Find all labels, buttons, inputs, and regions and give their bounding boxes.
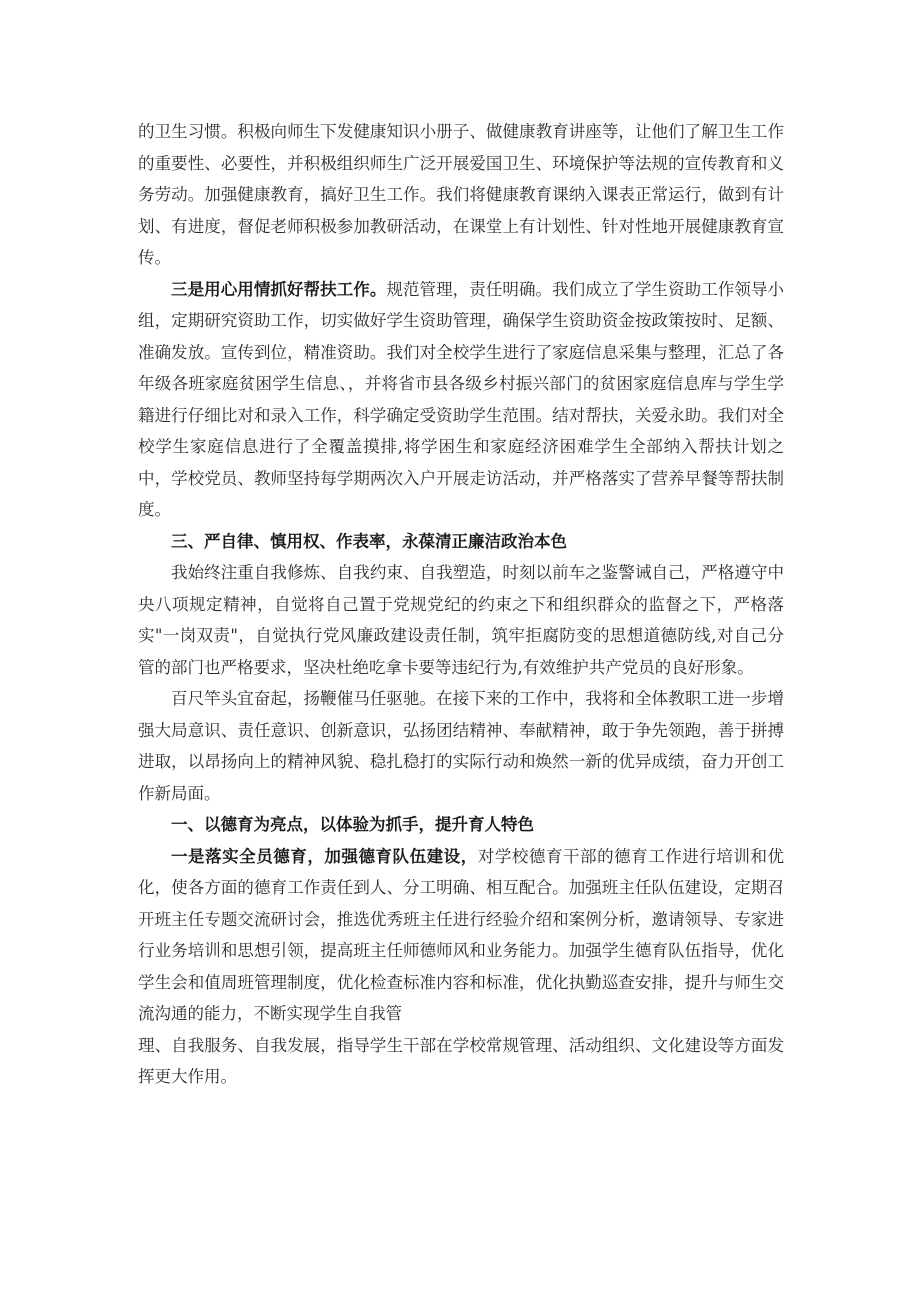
- paragraph-hygiene: 的卫生习惯。积极向师生下发健康知识小册子、做健康教育讲座等，让他们了解卫生工作的重要性、必要性，并积极组织师生广泛开展爱国卫生、环境保护等法规的宣传教育和义务劳动。加强健康教育，搞好卫生工作。我们将健康教育课纳入课表正常运行，做到有计划、有进度，督促老师积极参加教研活动，在课堂上有计划性、针对性地开展健康教育宣传。: [138, 122, 784, 267]
- paragraph-self-discipline: 我始终注重自我修炼、自我约束、自我塑造，时刻以前车之鉴警诫自己，严格遵守中央八项规定精神，自觉将自己置于党规党纪的约束之下和组织群众的监督之下，严格落实"一岗双责"，自觉执行党风廉政建设责任制，筑牢拒腐防变的思想道德防线,对自己分管的部门也严格要求，坚决杜绝吃拿卡要等违纪行为,有效维护共产党员的良好形象。: [138, 563, 784, 677]
- paragraph-moral-team: [138, 841, 784, 1030]
- paragraph-outlook: 百尺竿头宜奋起，扬鞭催马任驱驰。在接下来的工作中，我将和全体教职工进一步增强大局意识、责任意识、创新意识，弘扬团结精神、奉献精神，敢于争先领跑，善于拼搏进取，以昂扬向上的精神风貌、稳扎稳打的实际行动和焕然一新的优异成绩，奋力开创工作新局面。: [138, 689, 784, 803]
- moral-team-lead: 一是落实全员德育，加强德育队伍建设，: [171, 846, 478, 866]
- assistance-lead: 三是用心用情抓好帮扶工作。: [171, 279, 387, 299]
- paragraph-student-self-management: 理、自我服务、自我发展，指导学生干部在学校常规管理、活动组织、文化建设等方面发挥更大作用。: [138, 1035, 784, 1086]
- moral-team-body: 对学校德育干部的德育工作进行培训和优化，使各方面的德育工作责任到人、分工明确、相互配合。加强班主任队伍建设，定期召开班主任专题交流研讨会，推选优秀班主任进行经验介绍和案例分析，邀请领导、专家进行业务培训和思想引领，提高班主任师德师风和业务能力。加强学生德育队伍指导，优化学生会和值周班管理制度，优化检查标准内容和标准，优化执勤巡查安排，提升与师生交流沟通的能力，不断实现学生自我管: [138, 846, 785, 1023]
- section-heading-integrity: 三、严自律、慎用权、作表率，永葆清正廉洁政治本色: [171, 531, 567, 551]
- assistance-body: 规范管理，责任明确。我们成立了学生资助工作领导小组，定期研究资助工作，切实做好学生资助管理，确保学生资助资金按政策按时、足额、准确发放。宣传到位，精准资助。我们对全校学生进行了家庭信息采集与整理，汇总了各年级各班家庭贫困学生信息、，并将省市县各级乡村振兴部门的贫困家庭信息库与学生学籍进行仔细比对和录入工作，科学确定受资助学生范围。结对帮扶，关爱永助。我们对全校学生家庭信息进行了全覆盖摸排,将学困生和家庭经济困难学生全部纳入帮扶计划之中，学校党员、教师坚持每学期两次入户开展走访活动，并严格落实了营养早餐等帮扶制度。: [138, 279, 785, 519]
- document-page: [138, 116, 784, 1093]
- paragraph-assistance: [138, 274, 784, 526]
- section-heading-moral-education: 一、以德育为亮点，以体验为抓手，提升育人特色: [171, 815, 534, 834]
